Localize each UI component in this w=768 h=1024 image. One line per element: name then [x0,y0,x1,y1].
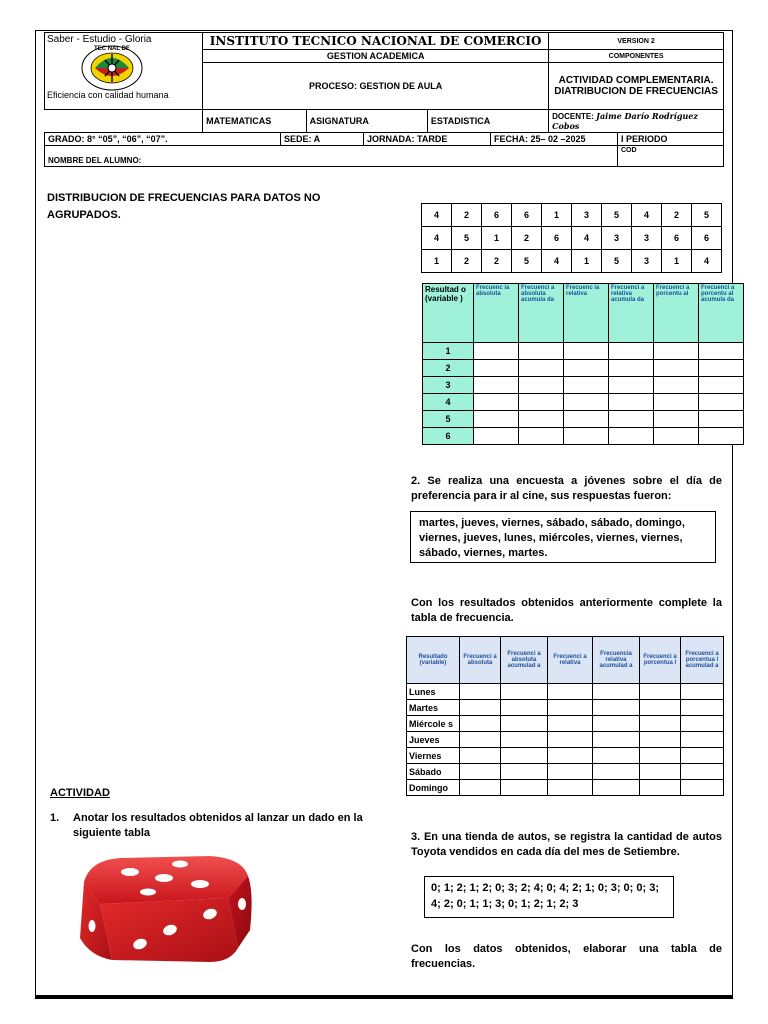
q2-text: 2. Se realiza una encuesta a jóvenes sobre el día de preferencia para ir al cine, sus respuestas fueron: [411,475,722,502]
table2-empty-cell[interactable] [593,700,640,716]
dice-data-cell: 5 [602,250,632,273]
table2-empty-cell[interactable] [640,732,681,748]
table1-row-label: 2 [423,360,474,377]
table2-empty-cell[interactable] [681,716,724,732]
table1-empty-cell[interactable] [699,360,744,377]
table1-header: Resultad o (variable ) [423,284,474,343]
table2-empty-cell[interactable] [593,716,640,732]
activity-item-1 [50,811,370,841]
table2-row [407,748,724,764]
school-logo [45,34,177,108]
dice-data-cell: 2 [482,250,512,273]
table1-empty-cell[interactable] [609,377,654,394]
dice-data-cell: 4 [572,227,602,250]
table2-header: Frecuenci a porcentua l [640,637,681,684]
dice-data-cell: 1 [542,204,572,227]
dice-data-cell: 2 [512,227,542,250]
table2-empty-cell[interactable] [593,764,640,780]
jornada-label: JORNADA: TARDE [364,133,491,146]
table2-empty-cell[interactable] [460,684,501,700]
fecha-label: FECHA: 25– 02 –2025 [491,133,618,146]
table2-header: Resultado (variable) [407,637,460,684]
table1-header: Frecuenc ia relativa [564,284,609,343]
info-table [44,132,724,167]
table2-row [407,700,724,716]
dice-data-cell: 2 [452,250,482,273]
dice-data-cell: 6 [692,227,722,250]
table2-row-label: Miércole s [407,716,460,732]
table2-header: Frecuenci a absoluta acumulad a [501,637,548,684]
dice-data-cell: 4 [422,227,452,250]
dice-data-cell: 1 [572,250,602,273]
table1-empty-cell[interactable] [609,411,654,428]
dice-icon [60,852,260,964]
dice-data-cell: 1 [482,227,512,250]
table1-header: Frecuenci a relativa acumula da [609,284,654,343]
dice-data-cell: 5 [692,204,722,227]
table2-empty-cell[interactable] [501,780,548,796]
table2-empty-cell[interactable] [501,684,548,700]
table1-empty-cell[interactable] [699,411,744,428]
table2-empty-cell[interactable] [460,748,501,764]
table1-empty-cell[interactable] [519,411,564,428]
table1-row-label: 4 [423,394,474,411]
proceso-label: PROCESO: GESTION DE AULA [203,63,549,110]
table1-row-label: 6 [423,428,474,445]
q3-data-box: 0; 1; 2; 1; 2; 0; 3; 2; 4; 0; 4; 2; 1; 0; 3; 0; 0; 3; 4; 2; 0; 1; 1; 3; 0; 1; 2; 1; 2; 3 [424,876,674,918]
dice-data-cell: 3 [632,227,662,250]
table2-row-label: Jueves [407,732,460,748]
table1-empty-cell[interactable] [474,428,519,445]
dice-data-row [422,250,722,273]
table1-empty-cell[interactable] [474,343,519,360]
table1-row-label: 1 [423,343,474,360]
table2-empty-cell[interactable] [460,716,501,732]
table1-empty-cell[interactable] [609,360,654,377]
table2-row-label: Domingo [407,780,460,796]
docente-label: DOCENTE: [552,112,594,121]
sede-label: SEDE: A [281,133,364,146]
table1-empty-cell[interactable] [654,360,699,377]
table1-empty-cell[interactable] [699,377,744,394]
table1-row [423,394,744,411]
q2-responses-box: martes, jueves, viernes, sábado, sábado, domingo, viernes, jueves, lunes, miércoles, viernes, viernes, sábado, viernes, martes. [410,511,716,563]
dice-data-cell: 1 [422,250,452,273]
q3-instruction: Con los datos obtenidos, elaborar una tabla de frecuencias. [411,943,722,970]
table1-empty-cell[interactable] [519,377,564,394]
table2-row [407,732,724,748]
table1-header: Frecuenci a absoluta acumula da [519,284,564,343]
school-crest-icon [67,44,157,92]
estadistica-label: ESTADISTICA [427,110,548,133]
dice-data-cell: 3 [572,204,602,227]
table2-empty-cell[interactable] [681,684,724,700]
table1-empty-cell[interactable] [654,377,699,394]
table2-empty-cell[interactable] [501,716,548,732]
table1-row [423,343,744,360]
actividad-label: ACTIVIDAD COMPLEMENTARIA. DIATRIBUCION DE FRECUENCIAS [549,63,724,110]
table2-empty-cell[interactable] [548,748,593,764]
table1-empty-cell[interactable] [654,343,699,360]
table1-empty-cell[interactable] [609,394,654,411]
table2-row [407,764,724,780]
dice-data-cell: 1 [662,250,692,273]
institution-name: INSTITUTO TECNICO NACIONAL DE COMERCIO [203,33,549,50]
version-label: VERSION 2 [549,33,724,50]
grado-label: GRADO: 8° “05”, “06”, “07”. [45,133,281,146]
docente-cell [549,110,724,133]
dice-data-row [422,204,722,227]
table2-header: Frecuenci a porcentua l acumulad a [681,637,724,684]
table1-empty-cell[interactable] [564,377,609,394]
table1-row [423,377,744,394]
table1-empty-cell[interactable] [654,394,699,411]
table2-empty-cell[interactable] [548,764,593,780]
table2-row-label: Viernes [407,748,460,764]
table1-empty-cell[interactable] [519,428,564,445]
alumno-label: NOMBRE DEL ALUMNO: [45,146,618,167]
dice-data-row [422,227,722,250]
componentes-label: COMPONENTES [549,50,724,63]
docente-name: Jaime Darío Rodríguez Cobos [552,111,698,131]
q3-text: 3. En una tienda de autos, se registra la cantidad de autos Toyota vendidos en cada día del mes de Setiembre. [411,831,722,858]
logo-subtitle: Eficiencia con calidad humana [47,90,169,100]
table1-empty-cell[interactable] [564,428,609,445]
table1-header: Frecuenc ia absoluta [474,284,519,343]
dice-data-cell: 4 [542,250,572,273]
table1-empty-cell[interactable] [564,394,609,411]
table2-empty-cell[interactable] [460,780,501,796]
dice-data-cell: 5 [602,204,632,227]
dice-data-cell: 4 [632,204,662,227]
frequency-table-days [406,636,724,796]
table1-header: Frecuenci a porcentu al acumula da [699,284,744,343]
q2-instruction: Con los resultados obtenidos anteriormente complete la tabla de frecuencia. [411,597,722,624]
table2-empty-cell[interactable] [640,716,681,732]
page-bottom-rule [35,996,733,999]
dice-data-cell: 4 [692,250,722,273]
table1-empty-cell[interactable] [519,360,564,377]
table1-empty-cell[interactable] [699,343,744,360]
cod-label: COD [618,146,724,167]
table1-header: Frecuenci a porcentu al [654,284,699,343]
table2-empty-cell[interactable] [548,716,593,732]
table2-empty-cell[interactable] [681,748,724,764]
table2-empty-cell[interactable] [548,780,593,796]
table2-empty-cell[interactable] [640,748,681,764]
frequency-table-dice [422,283,744,445]
dice-data-cell: 3 [602,227,632,250]
dice-data-cell: 2 [662,204,692,227]
table2-row [407,684,724,700]
table1-empty-cell[interactable] [474,377,519,394]
table2-empty-cell[interactable] [640,684,681,700]
table2-header: Frecuenci a absoluta [460,637,501,684]
table2-empty-cell[interactable] [501,748,548,764]
table2-empty-cell[interactable] [681,780,724,796]
table2-empty-cell[interactable] [681,700,724,716]
item-number: 1. [50,812,60,824]
table2-empty-cell[interactable] [640,780,681,796]
table1-row-label: 3 [423,377,474,394]
table1-empty-cell[interactable] [609,428,654,445]
table1-empty-cell[interactable] [474,411,519,428]
dice-data-cell: 3 [632,250,662,273]
table2-empty-cell[interactable] [593,732,640,748]
dice-data-cell: 6 [512,204,542,227]
gestion-label: GESTION ACADEMICA [203,50,549,63]
table1-empty-cell[interactable] [699,428,744,445]
dice-data-cell: 5 [512,250,542,273]
table1-empty-cell[interactable] [654,411,699,428]
table2-empty-cell[interactable] [640,764,681,780]
table1-empty-cell[interactable] [474,394,519,411]
item-text: Anotar los resultados obtenidos al lanzar un dado en la siguiente tabla [73,812,363,839]
dice-data-grid [421,203,722,273]
table2-row-label: Lunes [407,684,460,700]
table2-header: Frecuencia relativa acumulad a [593,637,640,684]
table2-empty-cell[interactable] [593,780,640,796]
table1-row [423,428,744,445]
table2-empty-cell[interactable] [460,764,501,780]
periodo-label: I PERIODO [618,133,724,146]
dice-data-cell: 4 [422,204,452,227]
header-table [44,32,724,133]
table2-empty-cell[interactable] [593,684,640,700]
table1-row [423,360,744,377]
table2-empty-cell[interactable] [640,700,681,716]
section-title: DISTRIBUCION DE FRECUENCIAS PARA DATOS NO AGRUPADOS. [47,192,321,221]
table2-empty-cell[interactable] [460,700,501,716]
table2-empty-cell[interactable] [460,732,501,748]
logo-cell [45,33,203,110]
table1-empty-cell[interactable] [564,343,609,360]
table2-empty-cell[interactable] [501,764,548,780]
materia-label: MATEMATICAS [203,110,306,133]
logo-motto: Saber - Estudio - Gloria [47,34,152,45]
logo-ring-text: TEC NAL DE [94,46,130,52]
dice-data-cell: 6 [542,227,572,250]
dice-data-cell: 6 [662,227,692,250]
table1-empty-cell[interactable] [654,428,699,445]
table2-row-label: Sábado [407,764,460,780]
table2-empty-cell[interactable] [548,684,593,700]
table1-row-label: 5 [423,411,474,428]
table2-empty-cell[interactable] [548,700,593,716]
table1-empty-cell[interactable] [699,394,744,411]
asignatura-label: ASIGNATURA [306,110,427,133]
table1-empty-cell[interactable] [474,360,519,377]
table1-row [423,411,744,428]
table2-empty-cell[interactable] [681,764,724,780]
table2-header: Frecuenci a relativa [548,637,593,684]
dice-data-cell: 5 [452,227,482,250]
table2-empty-cell[interactable] [501,732,548,748]
table2-empty-cell[interactable] [501,700,548,716]
table2-row [407,780,724,796]
table1-empty-cell[interactable] [564,360,609,377]
table1-empty-cell[interactable] [519,343,564,360]
table2-empty-cell[interactable] [593,748,640,764]
table2-row-label: Martes [407,700,460,716]
table1-empty-cell[interactable] [519,394,564,411]
dice-data-cell: 2 [452,204,482,227]
table1-empty-cell[interactable] [564,411,609,428]
dice-data-cell: 6 [482,204,512,227]
table1-empty-cell[interactable] [609,343,654,360]
table2-empty-cell[interactable] [681,732,724,748]
table2-row [407,716,724,732]
table2-empty-cell[interactable] [548,732,593,748]
activity-title: ACTIVIDAD [50,787,110,799]
